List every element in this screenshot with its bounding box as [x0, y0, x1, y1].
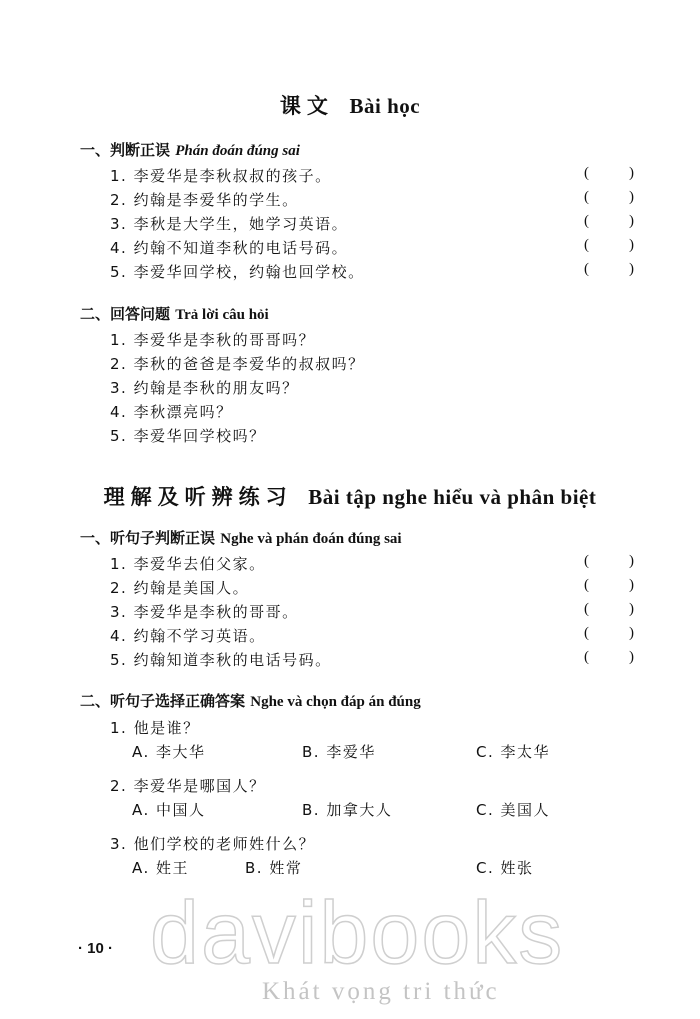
part1-item-1: 1. 李爱华是李秋叔叔的孩子。	[110, 167, 332, 185]
section-title-vi: Bài học	[349, 94, 421, 118]
part2-item-1: 1. 李爱华是李秋的哥哥吗？	[110, 331, 316, 349]
answer-blank[interactable]: ( )	[584, 601, 634, 617]
part3-item-3: 3. 李爱华是李秋的哥哥。	[110, 603, 299, 621]
section-title-zh: 课文	[279, 94, 334, 118]
watermark-slogan: Khát vọng tri thức	[262, 978, 500, 1005]
part3-item-4: 4. 约翰不学习英语。	[110, 627, 266, 645]
part3-item-2: 2. 约翰是美国人。	[110, 579, 250, 597]
answer-blank[interactable]: ( )	[584, 261, 634, 277]
part2-heading: 二、回答问题 Trả lời câu hỏi	[80, 305, 269, 323]
answer-blank[interactable]: ( )	[584, 553, 634, 569]
part1-heading: 一、判断正误 Phán đoán đúng sai	[80, 141, 300, 159]
section-title-zh: 理解及听辨练习	[103, 485, 293, 509]
answer-blank[interactable]: ( )	[584, 649, 634, 665]
part1-item-3: 3. 李秋是大学生，她学习英语。	[110, 215, 349, 233]
option-b[interactable]: B. 加拿大人	[302, 801, 393, 819]
part3-heading: 一、听句子判断正误 Nghe và phán đoán đúng sai	[80, 529, 402, 547]
question-2: 2. 李爱华是哪国人？	[110, 777, 266, 795]
part2-item-5: 5. 李爱华回学校吗？	[110, 427, 266, 445]
part1-item-4: 4. 约翰不知道李秋的电话号码。	[110, 239, 349, 257]
section-title-lesson	[0, 90, 700, 120]
answer-blank[interactable]: ( )	[584, 237, 634, 253]
part3-item-1: 1. 李爱华去伯父家。	[110, 555, 266, 573]
part2-item-3: 3. 约翰是李秋的朋友吗？	[110, 379, 299, 397]
part3-item-5: 5. 约翰知道李秋的电话号码。	[110, 651, 332, 669]
answer-blank[interactable]: ( )	[584, 189, 634, 205]
option-a[interactable]: A. 姓王	[132, 859, 190, 877]
part1-item-2: 2. 约翰是李爱华的学生。	[110, 191, 299, 209]
section-title-vi: Bài tập nghe hiểu và phân biệt	[308, 485, 597, 509]
answer-blank[interactable]: ( )	[584, 577, 634, 593]
option-a[interactable]: A. 李大华	[132, 743, 206, 761]
part4-heading: 二、听句子选择正确答案 Nghe và chọn đáp án đúng	[80, 692, 421, 710]
option-b[interactable]: B. 姓常	[245, 859, 303, 877]
option-c[interactable]: C. 姓张	[476, 859, 534, 877]
question-1: 1. 他是谁？	[110, 719, 200, 737]
section-title-listening	[0, 481, 700, 511]
watermark-brand: davibooks	[150, 883, 565, 982]
option-c[interactable]: C. 李太华	[476, 743, 551, 761]
page-number: · 10 ·	[78, 940, 114, 957]
answer-blank[interactable]: ( )	[584, 165, 634, 181]
question-3: 3. 他们学校的老师姓什么？	[110, 835, 316, 853]
part2-item-2: 2. 李秋的爸爸是李爱华的叔叔吗？	[110, 355, 365, 373]
option-a[interactable]: A. 中国人	[132, 801, 206, 819]
part2-item-4: 4. 李秋漂亮吗？	[110, 403, 233, 421]
option-b[interactable]: B. 李爱华	[302, 743, 376, 761]
option-c[interactable]: C. 美国人	[476, 801, 551, 819]
part1-item-5: 5. 李爱华回学校，约翰也回学校。	[110, 263, 365, 281]
answer-blank[interactable]: ( )	[584, 213, 634, 229]
answer-blank[interactable]: ( )	[584, 625, 634, 641]
